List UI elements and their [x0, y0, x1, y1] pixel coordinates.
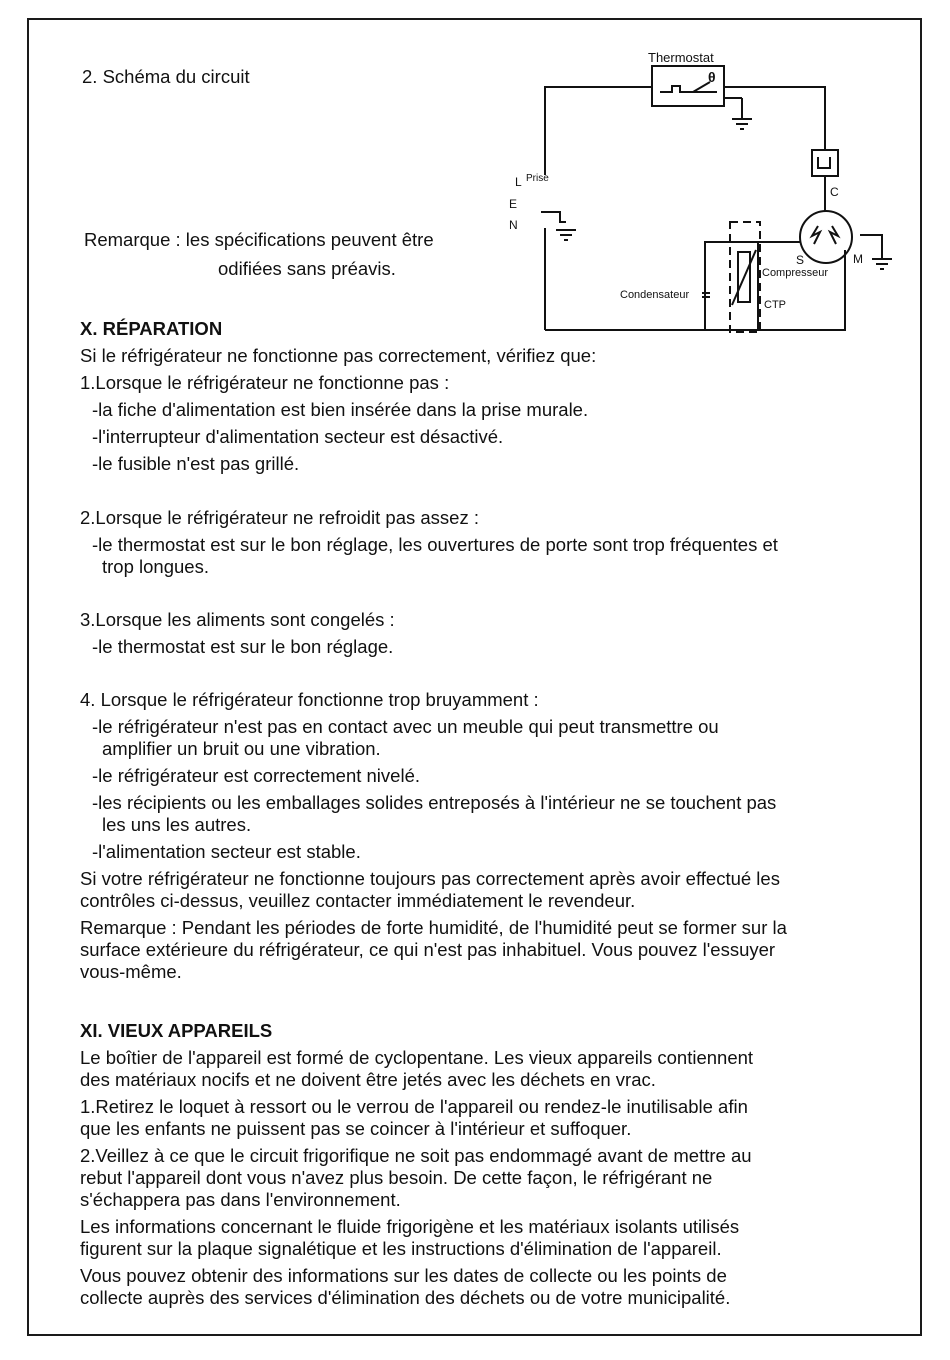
repair-case-2-item: -le thermostat est sur le bon réglage, les ouvertures de porte sont trop fréquentes et [92, 534, 778, 555]
theta-symbol: θ [708, 69, 716, 85]
repair-case-2: 2.Lorsque le réfrigérateur ne refroidit pas assez : [80, 507, 479, 528]
repair-case-3-item: -le thermostat est sur le bon réglage. [92, 636, 394, 657]
old-paragraph-line: Les informations concernant le fluide frigorigène et les matériaux isolants utilisés [80, 1216, 740, 1237]
repair-case-1-item: -l'interrupteur d'alimentation secteur est désactivé. [92, 426, 504, 447]
repair-paragraph-line: Si votre réfrigérateur ne fonctionne toujours pas correctement après avoir effectué les [80, 868, 780, 889]
repair-case-4-item: -le réfrigérateur n'est pas en contact avec un meuble qui peut transmettre ou [92, 716, 719, 737]
old-paragraph-line: Le boîtier de l'appareil est formé de cyclopentane. Les vieux appareils contiennent [80, 1047, 754, 1068]
repair-case-4-item: -l'alimentation secteur est stable. [92, 841, 361, 862]
c-label: C [830, 185, 839, 199]
l-label: L [515, 175, 522, 189]
thermostat-label: Thermostat [648, 50, 714, 65]
circuit-section-title: 2. Schéma du circuit [82, 66, 250, 87]
old-paragraph-line: figurent sur la plaque signalétique et les instructions d'élimination de l'appareil. [80, 1238, 722, 1259]
prise-label: Prise [526, 173, 549, 184]
repair-case-1-item: -le fusible n'est pas grillé. [92, 453, 300, 474]
repair-case-1-item: -la fiche d'alimentation est bien insérée dans la prise murale. [92, 399, 589, 420]
repair-case-3: 3.Lorsque les aliments sont congelés : [80, 609, 395, 630]
remark-line-2: odifiées sans préavis. [218, 258, 396, 279]
compressor-label: Compresseur [762, 267, 829, 279]
repair-case-2-item-cont: trop longues. [102, 556, 209, 577]
overload-protector [812, 150, 838, 176]
repair-remark-line: Remarque : Pendant les périodes de forte humidité, de l'humidité peut se former sur la [80, 917, 787, 938]
repair-remark-line: vous-même. [80, 961, 182, 982]
circuit-diagram [500, 40, 910, 345]
repair-case-4: 4. Lorsque le réfrigérateur fonctionne trop bruyamment : [80, 689, 539, 710]
repair-case-1: 1.Lorsque le réfrigérateur ne fonctionne pas : [80, 372, 450, 393]
repair-case-4-item: -le réfrigérateur est correctement nivelé. [92, 765, 420, 786]
old-paragraph-line: 2.Veillez à ce que le circuit frigorifique ne soit pas endommagé avant de mettre au [80, 1145, 752, 1166]
repair-case-4-item-cont: les uns les autres. [102, 814, 252, 835]
condensateur-label: Condensateur [620, 289, 690, 301]
repair-intro: Si le réfrigérateur ne fonctionne pas correctement, vérifiez que: [80, 345, 597, 366]
repair-case-4-item: -les récipients ou les emballages solides entreposés à l'intérieur ne se touchent pas [92, 792, 777, 813]
old-paragraph-line: collecte auprès des services d'élimination des déchets ou de votre municipalité. [80, 1287, 731, 1308]
repair-paragraph-line: contrôles ci-dessus, veuillez contacter immédiatement le revendeur. [80, 890, 636, 911]
s-label: S [796, 253, 805, 267]
m-label: M [853, 252, 863, 266]
ctp-label: CTP [764, 299, 786, 311]
old-paragraph-line: Vous pouvez obtenir des informations sur les dates de collecte ou les points de [80, 1265, 727, 1286]
n-label: N [509, 218, 518, 232]
repair-heading: X. RÉPARATION [80, 318, 223, 339]
old-appliances-heading: XI. VIEUX APPAREILS [80, 1020, 273, 1041]
repair-remark-line: surface extérieure du réfrigérateur, ce qui n'est pas inhabituel. Vous pouvez l'essuyer [80, 939, 776, 960]
old-paragraph-line: s'échappera pas dans l'environnement. [80, 1189, 401, 1210]
old-paragraph-line: que les enfants ne puissent pas se coincer à l'intérieur et suffoquer. [80, 1118, 632, 1139]
remark-line-1: Remarque : les spécifications peuvent être [84, 229, 434, 250]
old-paragraph-line: 1.Retirez le loquet à ressort ou le verrou de l'appareil ou rendez-le inutilisable afin [80, 1096, 748, 1117]
repair-case-4-item-cont: amplifier un bruit ou une vibration. [102, 738, 381, 759]
e-label: E [509, 197, 518, 211]
old-paragraph-line: rebut l'appareil dont vous n'avez plus besoin. De cette façon, le réfrigérant ne [80, 1167, 713, 1188]
old-paragraph-line: des matériaux nocifs et ne doivent être jetés avec les déchets en vrac. [80, 1069, 656, 1090]
